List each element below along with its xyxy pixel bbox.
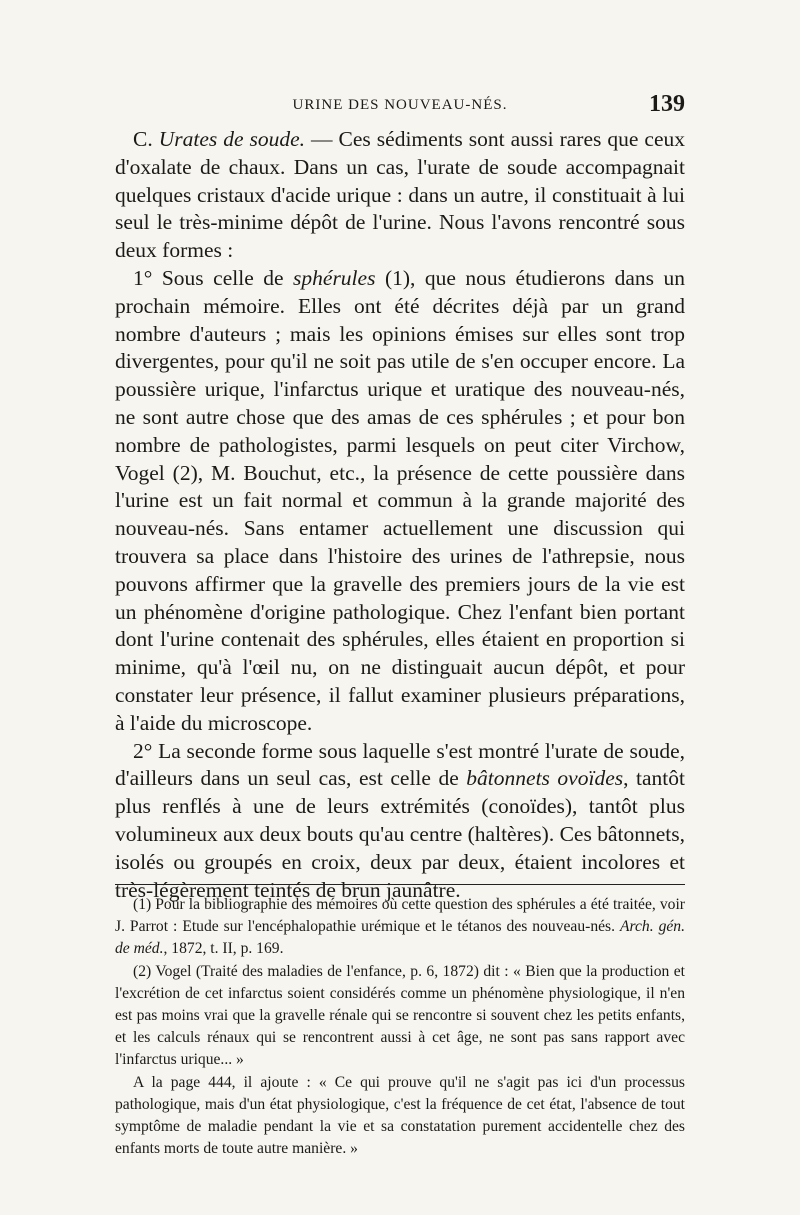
footnote-2-continued: A la page 444, il ajoute : « Ce qui prouve qu'il ne s'agit pas ici d'un processus pathologique, mais d'un état physiologique, c'est la fréquence de cet état, l'absence de tout symptôme de maladie pendant la vie et sa constatation purement accidentelle chez des enfants morts de toute autre manière. » [115,1073,685,1158]
footnote-text: , 1872, t. II, p. 169. [163,940,284,958]
paragraph-text: — Ces sédiments sont aussi rares que ceux d'oxalate de chaux. Dans un cas, l'urate de soude accompagnait quelques cristaux d'acide urique : dans un autre, il constituait à lui seul le très-minime dépôt de l'urine. Nous l'avons rencontré sous deux formes : [115,127,685,263]
journal-title: Arch. gén. de méd. [115,918,685,958]
italic-term: bâtonnets ovoïdes [466,766,624,791]
paragraph-text: , tantôt plus renflés à une de leurs extrémités (conoïdes), tantôt plus volumineux aux deux bouts qu'au centre (haltères). Ces bâtonnets, isolés ou groupés en croix, deux par deux, étaient incolores et très-légèrement teintés de brun jaunâtre. [115,766,685,902]
paragraph-urates [115,126,685,265]
footnotes [115,894,685,1160]
footnote-text: (1) Pour la bibliographie des mémoires où cette question des sphérules a été traitée, voir J. Parrot : Etude sur l'encéphalopathie urémique et le tétanos des nouveau-nés. [115,896,685,936]
main-text [115,126,685,904]
paragraph-batonnets [115,738,685,905]
section-title: Urates de soude. [158,127,306,151]
footnote-1 [115,894,685,961]
running-title: URINE DES NOUVEAU-NÉS. [292,97,508,113]
paragraph-text: 2° La seconde forme sous laquelle s'est montré l'urate de soude, d'ailleurs dans un seul cas, est celle de [115,738,685,791]
paragraph-text: (1), que nous étudierons dans un prochain mémoire. Elles ont été décrites déjà par un grand nombre d'auteurs ; mais les opinions émises sur elles sont trop divergentes, pour qu'il ne soit pas utile de s'en occuper encore. La poussière urique, l'infarctus urique et uratique des nouveau-nés, ne sont autre chose que des amas de ces sphérules ; et pour bon nombre de pathologistes, parmi lesquels on peut citer Virchow, Vogel (2), M. Bouchut, etc., la présence de cette poussière dans l'urine est un fait normal et commun à la grande majorité des nouveau-nés. Sans entamer actuellement une discussion qui trouvera sa place dans l'histoire des urines de l'athrepsie, nous pouvons affirmer que la gravelle des premiers jours de la vie est un phénomène d'origine pathologique. Chez l'enfant bien portant dont l'urine contenait des sphérules, elles étaient en proportion si minime, qu'à l'œil nu, on ne distinguait aucun dépôt, et pour constater leur présence, il fallut examiner plusieurs préparations, à l'aide du microscope. [115,265,685,735]
running-header [115,91,685,125]
paragraph-spherules [115,265,685,738]
footnote-divider [115,884,685,885]
italic-term: sphérules [293,265,376,290]
footnote-2: (2) Vogel (Traité des maladies de l'enfance, p. 6, 1872) dit : « Bien que la production et l'excrétion de cet infarctus soient considérés comme un phénomène physiologique, il n'en est pas moins vrai que la gravelle rénale qui se rencontre si souvent chez les petits enfants, et les calculs rénaux qui se rencontrent aussi à cet âge, ne sont pas sans rapport avec l'infarctus urique... » [115,962,685,1069]
page-number: 139 [649,91,685,117]
paragraph-text: 1° Sous celle de [133,265,294,290]
section-letter: C. [133,127,159,151]
